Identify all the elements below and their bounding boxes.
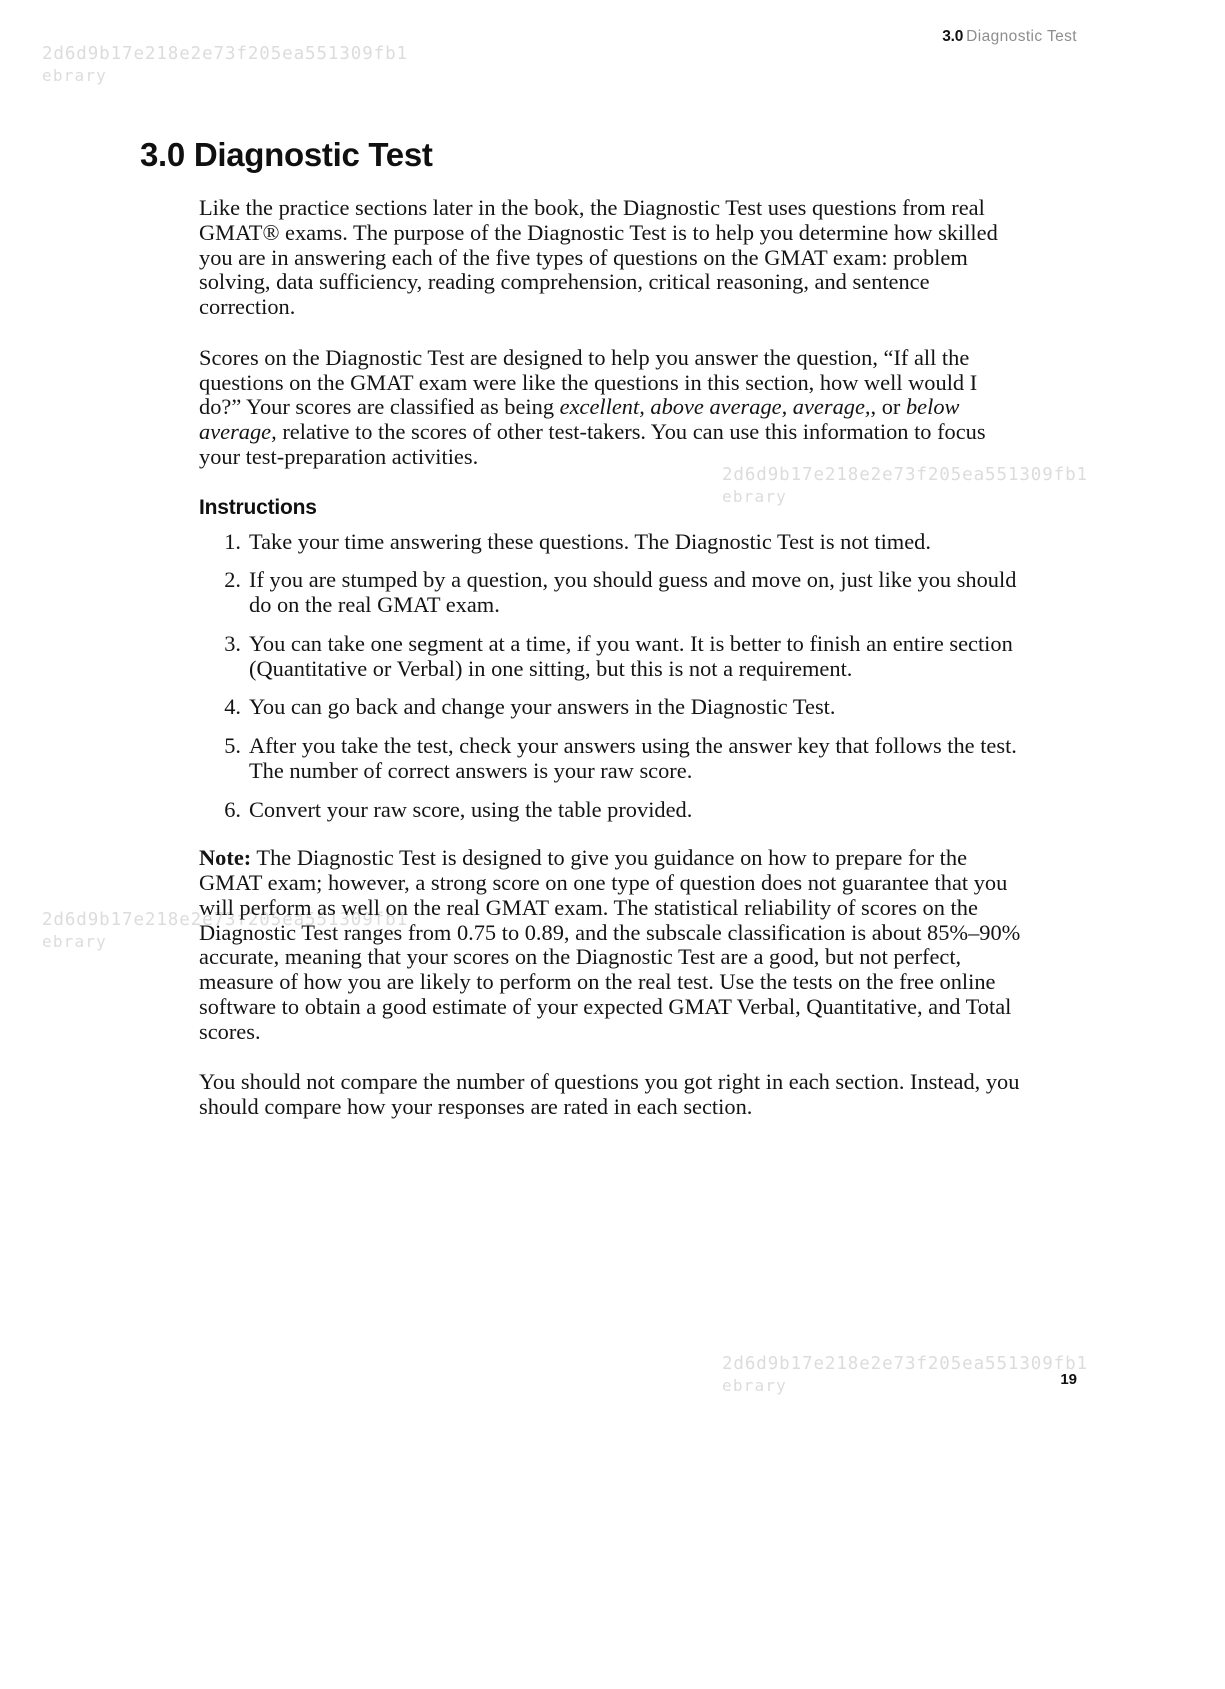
instructions-heading: Instructions	[199, 495, 317, 519]
watermark-source: ebrary	[722, 1376, 787, 1395]
watermark-bottom	[722, 1354, 1088, 1396]
page-title: 3.0 Diagnostic Test	[140, 136, 433, 173]
watermark-source: ebrary	[42, 66, 107, 85]
paragraph-scores	[199, 346, 1021, 470]
watermark-source: ebrary	[722, 487, 787, 506]
watermark-id: 2d6d9b17e218e2e73f205ea551309fb1	[722, 1354, 1088, 1374]
watermark-top-left	[42, 44, 408, 86]
paragraph-note	[199, 846, 1021, 1044]
scores-conjunction: , or	[870, 394, 906, 420]
watermark-id: 2d6d9b17e218e2e73f205ea551309fb1	[42, 910, 408, 930]
note-text: The Diagnostic Test is designed to give you guidance on how to prepare for the GMAT exam; however, a strong score on one type of question does not guarantee that you will perform as well on the real GMAT exam. The statistical reliability of scores on the Diagnostic Test ranges from 0.75 to 0.89, and the subscale classification is about 85%–90% accurate, meaning that your scores on the Diagnostic Test are a good, but not perfect, measure of how you are likely to perform on the real test. Use the tests on the free online software to obtain a good estimate of your expected GMAT Verbal, Quantitative, and Total scores.	[199, 845, 1021, 1044]
body-content	[199, 196, 1021, 1146]
list-item: Take your time answering these questions. The Diagnostic Test is not timed.	[249, 528, 931, 554]
note-label: Note:	[199, 845, 252, 871]
list-item: Convert your raw score, using the table provided.	[249, 796, 693, 822]
running-header	[942, 28, 1077, 46]
paragraph-intro: Like the practice sections later in the book, the Diagnostic Test uses questions from real GMAT® exams. The purpose of the Diagnostic Test is to help you determine how skilled you are in answering each of the five types of questions on the GMAT exam: problem solving, data sufficiency, reading comprehension, critical reasoning, and sentence correction.	[199, 195, 998, 319]
classification-below-average: below average,	[199, 394, 960, 444]
instructions-list	[199, 530, 1021, 823]
list-item: You can go back and change your answers in the Diagnostic Test.	[249, 694, 836, 720]
watermark-id: 2d6d9b17e218e2e73f205ea551309fb1	[42, 44, 408, 64]
classification-average: average,	[792, 394, 871, 420]
list-item: You can take one segment at a time, if you want. It is better to finish an entire section (Quantitative or Verbal) in one sitting, but this is not a requirement.	[249, 630, 1013, 681]
running-header-section-number: 3.0	[942, 28, 964, 45]
list-item: If you are stumped by a question, you should guess and move on, just like you should do on the real GMAT exam.	[249, 567, 1017, 617]
watermark-source: ebrary	[42, 932, 107, 951]
page-number: 19	[1060, 1371, 1077, 1388]
running-header-section-label: Diagnostic Test	[966, 28, 1077, 45]
classification-excellent: excellent,	[559, 394, 645, 420]
list-item: After you take the test, check your answers using the answer key that follows the test. The number of correct answers is your raw score.	[249, 733, 1017, 783]
paragraph-closing: You should not compare the number of questions you got right in each section. Instead, you should compare how your responses are rated in each section.	[199, 1069, 1020, 1119]
scores-text-tail: relative to the scores of other test-takers. You can use this information to focus your test-preparation activities.	[199, 419, 986, 469]
watermark-id: 2d6d9b17e218e2e73f205ea551309fb1	[722, 465, 1088, 485]
classification-above-average: above average,	[650, 394, 788, 420]
scores-text-lead: Scores on the Diagnostic Test are designed to help you answer the question, “If all the questions on the GMAT exam were like the questions in this section, how well would I do?” Your scores are classified as being	[199, 344, 978, 420]
